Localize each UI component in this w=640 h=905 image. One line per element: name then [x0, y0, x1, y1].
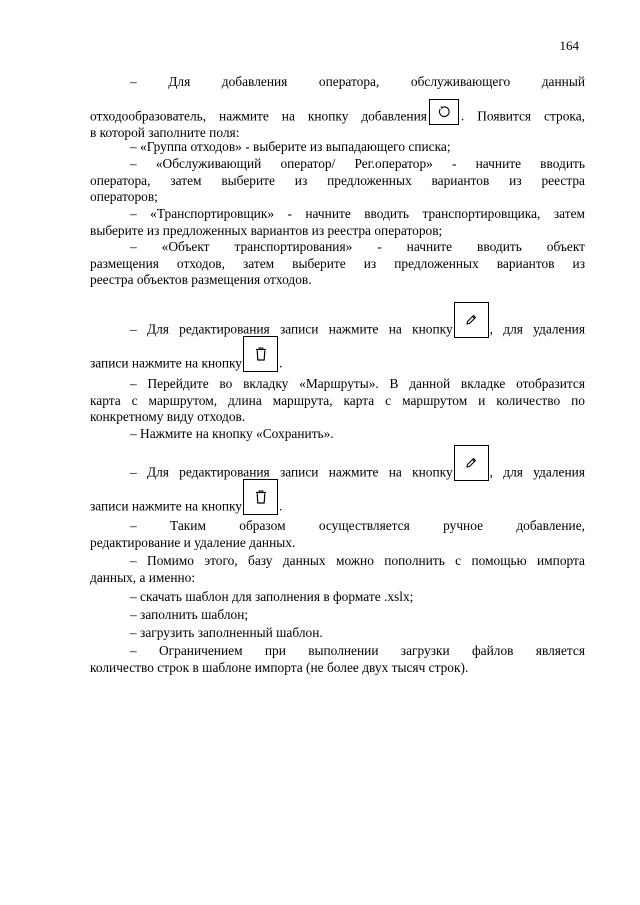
- text-line: [90, 336, 585, 372]
- text-line: в которой заполните поля:: [90, 124, 240, 140]
- text-fragment: отходообразователь, нажмите на кнопку добавления: [90, 108, 427, 123]
- text-line: – Помимо этого, базу данных можно пополнить с помощью импорта: [130, 553, 585, 568]
- text-line: – Таким образом осуществляется ручное добавление,: [130, 518, 585, 533]
- circle-add-icon: [437, 105, 451, 119]
- paragraph-edit-delete-1: [90, 302, 585, 372]
- text-line: – загрузить заполненный шаблон.: [130, 625, 323, 640]
- text-line: реестра объектов размещения отходов.: [90, 272, 312, 287]
- text-line: операторов;: [90, 189, 158, 204]
- paragraph-import-limit: [90, 643, 585, 676]
- text-line: выберите из предложенных вариантов из реестра операторов;: [90, 222, 443, 238]
- text-fragment: , для удаления: [489, 321, 585, 337]
- text-line: [90, 445, 585, 481]
- text-line: конкретному виду отходов.: [90, 409, 246, 424]
- text-fragment: .: [279, 355, 283, 371]
- text-line: данных, а именно:: [90, 569, 196, 585]
- text-line: – заполнить шаблон;: [130, 607, 249, 622]
- text-line: – «Группа отходов» - выберите из выпадающего списка;: [130, 139, 451, 154]
- pencil-edit-icon: [464, 313, 478, 327]
- text-line: оператора, затем выберите из предложенных вариантов из реестра: [90, 172, 585, 188]
- list-item-upload-template: [90, 625, 585, 642]
- text-fragment: записи нажмите на кнопку: [90, 355, 242, 371]
- text-fragment: – Для редактирования записи нажмите на кнопку: [130, 321, 453, 337]
- paragraph-summary: [90, 518, 585, 551]
- paragraph-import: [90, 553, 585, 586]
- text-line: – «Обслуживающий оператор/ Рег.оператор» - начните вводить: [130, 156, 585, 171]
- text-line: [90, 302, 585, 338]
- paragraph-routes-tab: [90, 376, 585, 426]
- edit-button-image: [454, 445, 489, 481]
- text-fragment: записи нажмите на кнопку: [90, 498, 242, 514]
- text-line: карта с маршрутом, длина маршрута, карта с маршрутом и количество по: [90, 392, 585, 408]
- text-fragment: . Появится строка,: [460, 108, 585, 123]
- text-line: редактирование и удаление данных.: [90, 534, 296, 550]
- delete-button-image: [243, 336, 278, 372]
- trash-delete-icon: [254, 346, 268, 362]
- text-line: размещения отходов, затем выберите из предложенных вариантов из: [90, 255, 585, 271]
- paragraph-save: [90, 426, 585, 443]
- pencil-edit-icon: [464, 456, 478, 470]
- text-line: [90, 479, 585, 515]
- paragraph-edit-delete-2: [90, 445, 585, 515]
- list-item-transporter: [90, 206, 585, 239]
- text-line: количество строк в шаблоне импорта (не более двух тысяч строк).: [90, 659, 469, 675]
- edit-button-image: [454, 302, 489, 338]
- text-line: – Нажмите на кнопку «Сохранить».: [130, 426, 334, 441]
- list-item-transport-object: [90, 239, 585, 289]
- delete-button-image: [243, 479, 278, 515]
- list-item-waste-group: [90, 139, 585, 156]
- text-line: – скачать шаблон для заполнения в формате .xslx;: [130, 589, 414, 604]
- text-line: – Для добавления оператора, обслуживающего данный: [130, 74, 585, 89]
- text-fragment: – Для редактирования записи нажмите на кнопку: [130, 464, 453, 480]
- text-fragment: , для удаления: [489, 464, 585, 480]
- text-line: – «Объект транспортирования» - начните вводить объект: [130, 239, 585, 254]
- text-line: – Ограничением при выполнении загрузки файлов является: [130, 643, 585, 658]
- list-item-fill-template: [90, 607, 585, 624]
- text-fragment: .: [279, 498, 283, 514]
- add-button-image: [429, 99, 459, 125]
- list-item-download-template: [90, 589, 585, 606]
- text-line: – «Транспортировщик» - начните вводить транспортировщика, затем: [130, 206, 585, 221]
- text-line: – Перейдите во вкладку «Маршруты». В данной вкладке отобразится: [130, 376, 585, 391]
- page-number: 164: [559, 38, 579, 53]
- trash-delete-icon: [254, 489, 268, 505]
- paragraph-add-operator: [90, 74, 585, 141]
- text-line: [90, 99, 585, 125]
- list-item-operator: [90, 156, 585, 206]
